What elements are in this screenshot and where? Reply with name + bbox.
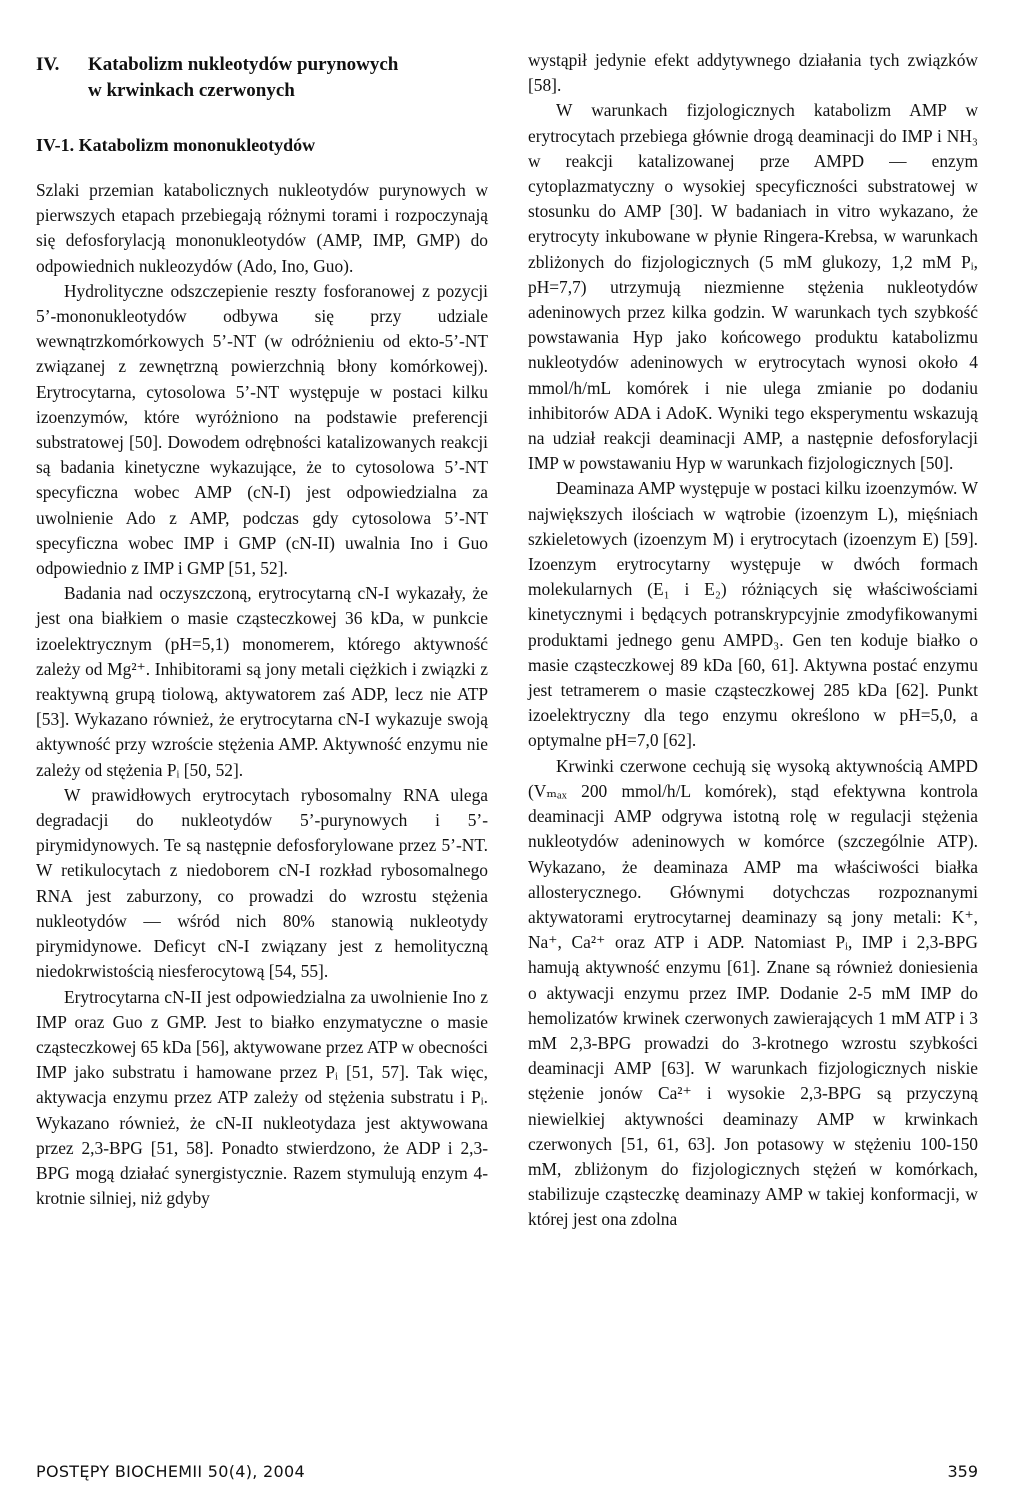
section-title: [36, 52, 488, 104]
section-title-line1: Katabolizm nukleotydów purynowych: [88, 54, 399, 75]
paragraph: Erytrocytarna cN-II jest odpowiedzialna za uwolnienie Ino z IMP oraz Guo z GMP. Jest to białko enzymatyczne o masie cząsteczkowej 65 kDa [56], aktywowane przez ATP w obecności IMP jako substratu i hamowane przez Pᵢ [51, 57]. Tak więc, aktywacja enzymu przez ATP zależy od stężenia substratu i Pᵢ. Wykazano również, że cN-II nukleotydaza jest aktywowana przez 2,3-BPG [51, 58]. Ponadto stwierdzono, że ADP i 2,3-BPG mogą działać synergistycznie. Razem stymulują enzym 4-krotnie silniej, niż gdyby: [36, 986, 488, 1209]
paragraph: W prawidłowych erytrocytach rybosomalny RNA ulega degradacji do nukleotydów 5’-purynowych i 5’-pirymidynowych. Te są następnie defosforylowane przez 5’-NT. W retikulocytach z niedoborem cN-I rozkład rybosomalnego RNA jest zaburzony, co prowadzi do wzrostu stężenia nukleotydów — wśród nich 80% stanowią nukleotydy pirymidynowe. Deficyt cN-I związany jest z hemolityczną niedokrwistością niesferocytową [54, 55].: [36, 784, 488, 982]
paragraph: Krwinki czerwone cechują się wysoką aktywnością AMPD (Vₘₐₓ 200 mmol/h/L komórek), stąd efektywna kontrola deaminacji AMP odgrywa istotną rolę w regulacji stężenia nukleotydów adeninowych w komórce (szczególnie ATP). Wykazano, że deaminaza AMP ma właściwości białka allosterycznego. Głównymi dotychczas rozpoznanymi aktywatorami erytrocytarnej deaminazy są jony metali: K⁺, Na⁺, Ca²⁺ oraz ATP i ADP. Natomiast Pᵢ, IMP i 2,3-BPG hamują aktywność enzymu [61]. Znane są również doniesienia o aktywacji enzymu przez IMP. Dodanie 2-5 mM IMP do hemolizatów krwinek czerwonych zawierających 1 mM ATP i 3 mM 2,3-BPG prowadzi do 3-krotnego wzrostu szybkości deaminacji AMP [63]. W warunkach fizjologicznych niskie stężenie jonów Ca²⁺ i wysokie 2,3-BPG są przyczyną niewielkiej aktywności deaminazy AMP w krwinkach czerwonych [51, 61, 63]. Jon potasowy w stężeniu 100-150 mM, zbliżonym do fizjologicznych stężeń w komórkach, stabilizuje cząsteczkę deaminazy AMP w takiej konformacji, w której jest ona zdolna: [528, 755, 978, 1230]
paragraph: Hydrolityczne odszczepienie reszty fosforanowej z pozycji 5’-mononukleotydów odbywa się przy udziale wewnątrzkomórkowych 5’-NT (w odróżnieniu od ekto-5’-NT związanej z zewnętrzną powierzchnią błony komórkowej). Erytrocytarna, cytosolowa 5’-NT występuje w postaci kilku izoenzymów, które wyróżniono na podstawie preferencji substratowej [50]. Dowodem odrębności katalizowanych reakcji są badania kinetyczne wykazujące, że to cytosolowa 5’-NT specyficzna wobec AMP (cN-I) jest odpowiedzialna za uwolnienie Ado z AMP, podczas gdy cytosolowa 5’-NT specyficzna wobec IMP i GMP (cN-II) uwalnia Ino i Guo odpowiednio z IMP i GMP [51, 52].: [36, 280, 488, 579]
page-number: 359: [947, 1462, 978, 1481]
right-column: [528, 48, 978, 1233]
left-column: [36, 48, 488, 1211]
paragraph: Szlaki przemian katabolicznych nukleotydów purynowych w pierwszych etapach przebiegają różnymi torami i rozpoczynają się defosforylacją mononukleotydów (AMP, IMP, GMP) do odpowiednich nukleozydów (Ado, Ino, Guo).: [36, 180, 488, 276]
journal-footer: POSTĘPY BIOCHEMII 50(4), 2004: [36, 1462, 305, 1481]
section-title-line2: w krwinkach czerwonych: [88, 80, 295, 101]
section-number: IV.: [36, 54, 60, 75]
paragraph: Badania nad oczyszczoną, erytrocytarną cN-I wykazały, że jest ona białkiem o masie cząsteczkowej 36 kDa, w punkcie izoelektrycznym (pH=5,1) monomerem, którego aktywność zależy od Mg²⁺. Inhibitorami są jony metali ciężkich i związki z reaktywną grupą tiolową, aktywatorem zaś ADP, lecz nie ATP [53]. Wykazano również, że erytrocytarna cN-I wykazuje swoją aktywność przy wzroście stężenia AMP. Aktywność enzymu nie zależy od stężenia Pᵢ [50, 52].: [36, 583, 488, 780]
paragraph: wystąpił jedynie efekt addytywnego działania tych związków [58].: [528, 50, 978, 96]
paragraph: Deaminaza AMP występuje w postaci kilku izoenzymów. W największych ilościach w wątrobie (izoenzym L), mięśniach szkieletowych (izoenzym M) i erytrocytach (izoenzym E) [59]. Izoenzym erytrocytarny występuje w dwóch formach molekularnych (E₁ i E₂) różniących się właściwościami kinetycznymi i będących potranskrypcyjnie zmodyfikowanymi produktami jednego genu AMPD₃. Gen ten koduje białko o masie cząsteczkowej 89 kDa [60, 61]. Aktywna postać enzymu jest tetramerem o masie cząsteczkowej 285 kDa [62]. Punkt izoelektryczny dla tego enzymu określono w pH=5,0, a optymalne pH=7,0 [62].: [528, 478, 978, 751]
subsection-title: IV-1. Katabolizm mononukleotydów: [36, 135, 316, 155]
paragraph: W warunkach fizjologicznych katabolizm AMP w erytrocytach przebiega głównie drogą deaminacji do IMP i NH₃ w reakcji katalizowanej prze AMPD — enzym cytoplazmatyczny o wysokiej specyficzności substratowej w stosunku do AMP [30]. W badaniach in vitro wykazano, że erytrocyty inkubowane w płynie Ringera-Krebsa, w warunkach zbliżonych do fizjologicznych (5 mM glukozy, 1,2 mM Pᵢ, pH=7,7) utrzymują niezmienne stężenia nukleotydów adeninowych przez kilka godzin. W warunkach tych szybkość powstawania Hyp jako końcowego produktu katabolizmu nukleotydów adeninowych w erytrocytach wynosi około 4 mmol/h/mL komórek i nie ulega zmianie po dodaniu inhibitorów ADA i AdoK. Wyniki tego eksperymentu wskazują na udział reakcji deaminacji AMP, a następnie defosforylacji IMP w powstawaniu Hyp w warunkach fizjologicznych [50].: [528, 100, 978, 474]
